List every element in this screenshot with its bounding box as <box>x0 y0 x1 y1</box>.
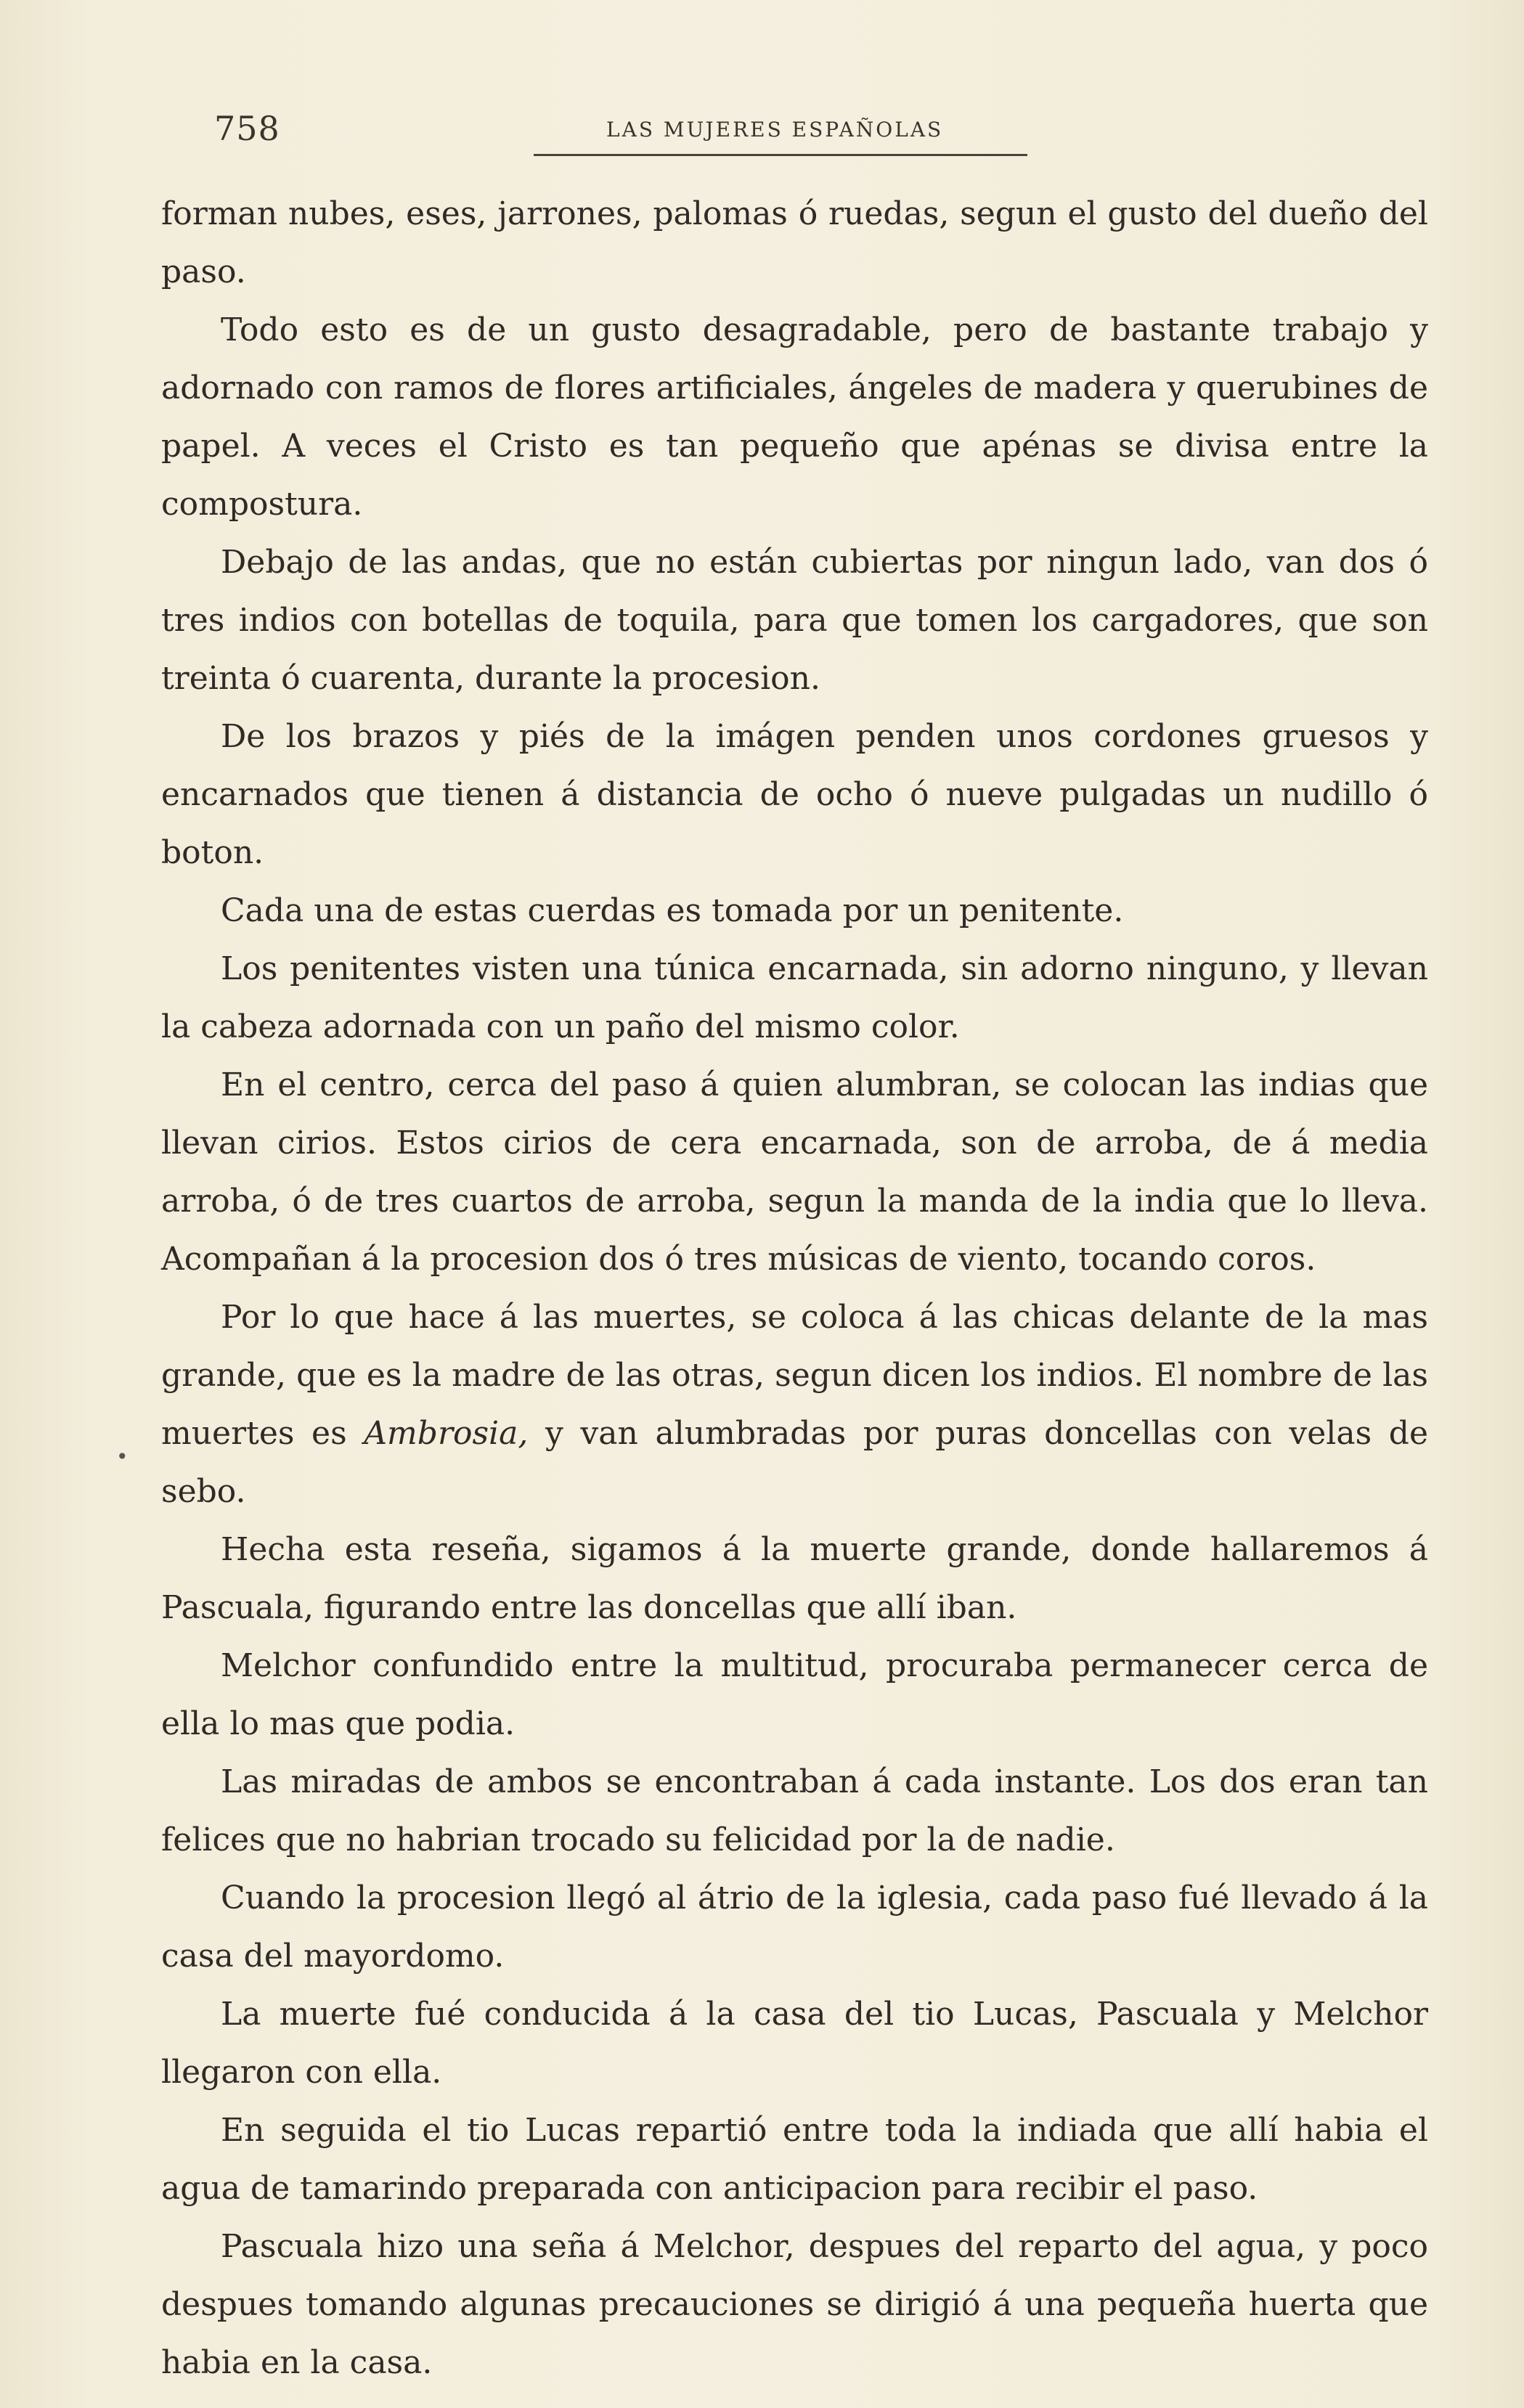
paragraph-11: Las miradas de ambos se encontraban á cada instante. Los dos eran tan felices que no habrian trocado su felicidad por la de nadie. <box>161 1763 1428 1858</box>
paragraph-9: Hecha esta reseña, sigamos á la muerte grande, donde hallaremos á Pascuala, figurando entre las doncellas que allí iban. <box>161 1531 1428 1626</box>
paragraph-3: Debajo de las andas, que no están cubiertas por ningun lado, van dos ó tres indios con botellas de toquila, para que tomen los cargadores, que son treinta ó cuarenta, durante la procesion. <box>161 544 1428 697</box>
page-header <box>160 109 1430 160</box>
body-text <box>161 185 1428 2392</box>
paragraph-13: La muerte fué conducida á la casa del tio Lucas, Pascuala y Melchor llegaron con ella. <box>161 1996 1428 2091</box>
paragraph-12: Cuando la procesion llegó al átrio de la iglesia, cada paso fué llevado á la casa del mayordomo. <box>161 1880 1428 1975</box>
paragraph-8-end: y van alumbradas por puras doncellas con velas de sebo. <box>161 1415 1428 1510</box>
paragraph-14: En seguida el tio Lucas repartió entre toda la indiada que allí habia el agua de tamarindo preparada con anticipacion para recibir el paso. <box>161 2112 1428 2207</box>
running-title: LAS MUJERES ESPAÑOLAS <box>606 118 944 142</box>
paragraph-5: Cada una de estas cuerdas es tomada por un penitente. <box>221 892 1124 929</box>
page-number: 758 <box>214 109 280 148</box>
paragraph-8-start: Por lo que hace á las muertes, se coloca á las chicas delante de la mas grande, que es la madre de las otras, segun dicen los indios. El nombre de las muertes es <box>161 1299 1428 1452</box>
paragraph-6: Los penitentes visten una túnica encarnada, sin adorno ninguno, y llevan la cabeza adornada con un paño del mismo color. <box>161 950 1428 1045</box>
paragraph-10: Melchor confundido entre la multitud, procuraba permanecer cerca de ella lo mas que podia. <box>161 1647 1428 1742</box>
margin-mark: • <box>116 1445 129 1469</box>
header-rule <box>534 154 1027 156</box>
italic-name-ambrosia: Ambrosia, <box>364 1415 529 1452</box>
paragraph-15: Pascuala hizo una seña á Melchor, despues del reparto del agua, y poco despues tomando algunas precauciones se dirigió á una pequeña huerta que habia en la casa. <box>161 2228 1428 2381</box>
paragraph-4: De los brazos y piés de la imágen penden unos cordones gruesos y encarnados que tienen á distancia de ocho ó nueve pulgadas un nudillo ó boton. <box>161 718 1428 871</box>
paragraph-8 <box>161 1289 1428 1521</box>
paragraph-1: forman nubes, eses, jarrones, palomas ó ruedas, segun el gusto del dueño del paso. <box>161 195 1428 290</box>
paragraph-2: Todo esto es de un gusto desagradable, pero de bastante trabajo y adornado con ramos de flores artificiales, ángeles de madera y querubines de papel. A veces el Cristo es tan pequeño que apénas se divisa entre la compostura. <box>161 311 1428 523</box>
paragraph-7: En el centro, cerca del paso á quien alumbran, se colocan las indias que llevan cirios. Estos cirios de cera encarnada, son de arroba, de á media arroba, ó de tres cuartos de arroba, segun la manda de la india que lo lleva. Acompañan á la procesion dos ó tres músicas de viento, tocando coros. <box>161 1066 1428 1278</box>
